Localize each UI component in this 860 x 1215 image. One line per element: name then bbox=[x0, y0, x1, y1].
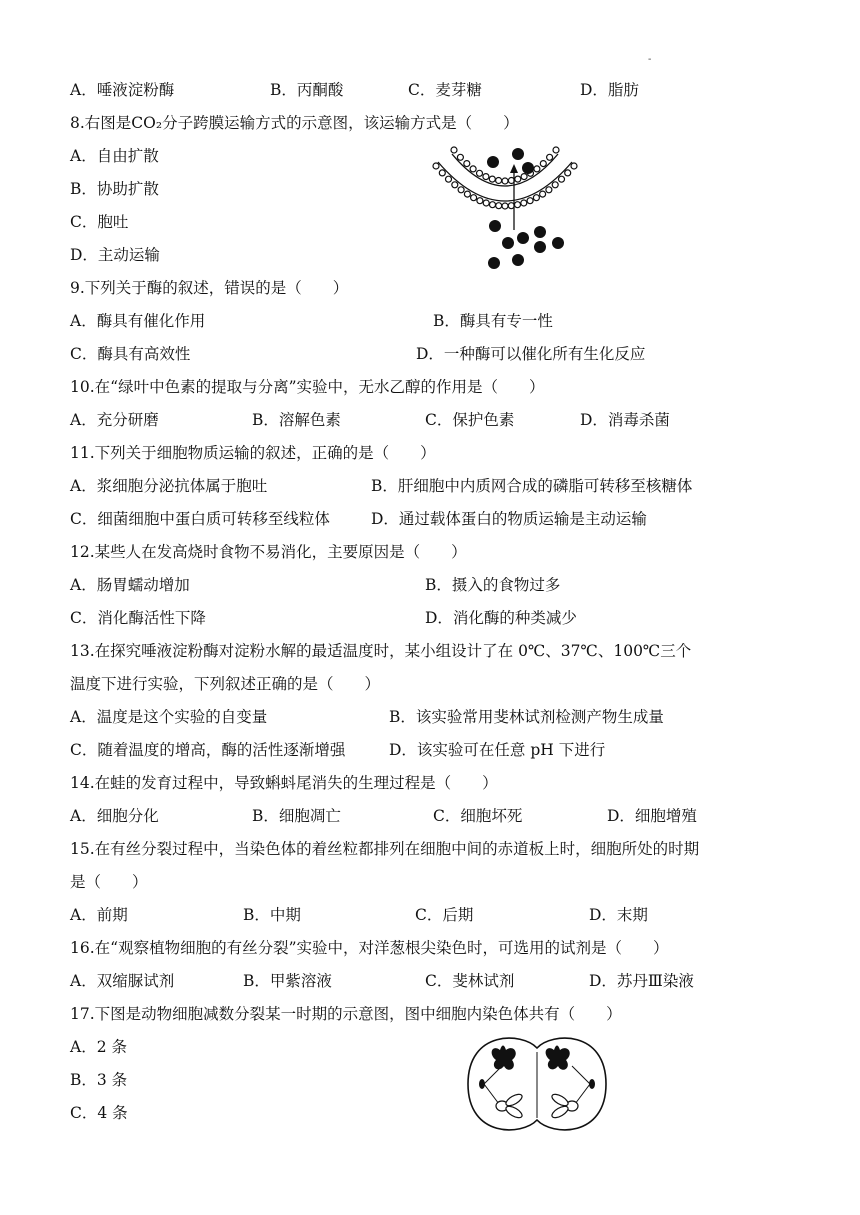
membrane-transport-diagram bbox=[430, 140, 580, 275]
phospholipid-head bbox=[457, 154, 463, 160]
phospholipid-head bbox=[477, 170, 483, 176]
q10-option-b[interactable]: B．溶解色素 bbox=[252, 411, 341, 429]
q17-option-c[interactable]: C．4 条 bbox=[70, 1104, 128, 1122]
q12-option-a[interactable]: A．肠胃蠕动增加 bbox=[70, 576, 190, 594]
q10-stem: 10.在“绿叶中色素的提取与分离”实验中，无水乙醇的作用是（ ） bbox=[70, 378, 545, 396]
q13-stem-line2: 温度下进行实验，下列叙述正确的是（ ） bbox=[70, 675, 381, 693]
corner-mark: - bbox=[648, 54, 652, 65]
phospholipid-head bbox=[502, 178, 508, 184]
phospholipid-head bbox=[470, 166, 476, 172]
phospholipid-head bbox=[477, 198, 483, 204]
phospholipid-head bbox=[451, 147, 457, 153]
q11-option-a[interactable]: A．浆细胞分泌抗体属于胞吐 bbox=[70, 477, 268, 495]
q12-option-c[interactable]: C．消化酶活性下降 bbox=[70, 609, 206, 627]
q17-stem: 17.下图是动物细胞减数分裂某一时期的示意图，图中细胞内染色体共有（ ） bbox=[70, 1005, 622, 1023]
q13-option-a[interactable]: A．温度是这个实验的自变量 bbox=[70, 708, 268, 726]
q13-option-b[interactable]: B．该实验常用斐林试剂检测产物生成量 bbox=[389, 708, 664, 726]
q9-option-a[interactable]: A．酶具有催化作用 bbox=[70, 312, 206, 330]
phospholipid-head bbox=[464, 161, 470, 167]
q10-option-d[interactable]: D．消毒杀菌 bbox=[580, 411, 670, 429]
phospholipid-head bbox=[496, 203, 502, 209]
phospholipid-head bbox=[439, 170, 445, 176]
q16-option-c[interactable]: C．斐林试剂 bbox=[425, 972, 515, 990]
q15-option-a[interactable]: A．前期 bbox=[70, 906, 128, 924]
q8-option-c[interactable]: C．胞吐 bbox=[70, 213, 129, 231]
q8-option-b[interactable]: B．协助扩散 bbox=[70, 180, 159, 198]
phospholipid-head bbox=[483, 174, 489, 180]
q9-option-c[interactable]: C．酶具有高效性 bbox=[70, 345, 191, 363]
phospholipid-head bbox=[540, 161, 546, 167]
q14-option-a[interactable]: A．细胞分化 bbox=[70, 807, 159, 825]
q11-option-b[interactable]: B．肝细胞中内质网合成的磷脂可转移至核糖体 bbox=[371, 477, 693, 495]
q12-stem: 12.某些人在发高烧时食物不易消化，主要原因是（ ） bbox=[70, 543, 467, 561]
q11-stem: 11.下列关于细胞物质运输的叙述，正确的是（ ） bbox=[70, 444, 436, 462]
q16-stem: 16.在“观察植物细胞的有丝分裂”实验中，对洋葱根尖染色时，可选用的试剂是（ ） bbox=[70, 939, 669, 957]
phospholipid-head bbox=[515, 176, 521, 182]
q10-option-c[interactable]: C．保护色素 bbox=[425, 411, 515, 429]
q14-option-b[interactable]: B．细胞凋亡 bbox=[252, 807, 341, 825]
q7-option-b[interactable]: B．丙酮酸 bbox=[270, 81, 344, 99]
q13-stem-line1: 13.在探究唾液淀粉酶对淀粉水解的最适温度时，某小组设计了在 0℃、37℃、100℃三个 bbox=[70, 642, 692, 660]
phospholipid-head bbox=[496, 178, 502, 184]
q12-option-d[interactable]: D．消化酶的种类减少 bbox=[425, 609, 577, 627]
q8-option-d[interactable]: D．主动运输 bbox=[70, 246, 160, 264]
q13-option-c[interactable]: C．随着温度的增高，酶的活性逐渐增强 bbox=[70, 741, 346, 759]
q8-option-a[interactable]: A．自由扩散 bbox=[70, 147, 159, 165]
q14-option-d[interactable]: D．细胞增殖 bbox=[607, 807, 697, 825]
q13-option-d[interactable]: D．该实验可在任意 pH 下进行 bbox=[389, 741, 606, 759]
q15-stem-line1: 15.在有丝分裂过程中，当染色体的着丝粒都排列在细胞中间的赤道板上时，细胞所处的时期 bbox=[70, 840, 700, 858]
q12-option-b[interactable]: B．摄入的食物过多 bbox=[425, 576, 561, 594]
phospholipid-head bbox=[502, 203, 508, 209]
q9-stem: 9.下列关于酶的叙述，错误的是（ ） bbox=[70, 279, 349, 297]
phospholipid-head bbox=[490, 202, 496, 208]
q8-stem: 8.右图是CO₂分子跨膜运输方式的示意图，该运输方式是（ ） bbox=[70, 114, 519, 132]
q14-option-c[interactable]: C．细胞坏死 bbox=[433, 807, 523, 825]
phospholipid-head bbox=[552, 182, 558, 188]
phospholipid-head bbox=[565, 170, 571, 176]
phospholipid-head bbox=[483, 200, 489, 206]
q10-option-a[interactable]: A．充分研磨 bbox=[70, 411, 159, 429]
q9-option-b[interactable]: B．酶具有专一性 bbox=[433, 312, 553, 330]
q11-option-d[interactable]: D．通过载体蛋白的物质运输是主动运输 bbox=[371, 510, 647, 528]
phospholipid-head bbox=[471, 195, 477, 201]
q14-stem: 14.在蛙的发育过程中，导致蝌蚪尾消失的生理过程是（ ） bbox=[70, 774, 498, 792]
q7-option-d[interactable]: D．脂肪 bbox=[580, 81, 639, 99]
q17-option-b[interactable]: B．3 条 bbox=[70, 1071, 128, 1089]
phospholipid-head bbox=[540, 191, 546, 197]
phospholipid-head bbox=[571, 163, 577, 169]
q16-option-d[interactable]: D．苏丹Ⅲ染液 bbox=[589, 972, 694, 990]
phospholipid-head bbox=[553, 147, 559, 153]
q15-option-c[interactable]: C．后期 bbox=[415, 906, 474, 924]
meiosis-cell-diagram bbox=[462, 1030, 612, 1140]
phospholipid-head bbox=[547, 154, 553, 160]
phospholipid-head bbox=[559, 176, 565, 182]
phospholipid-head bbox=[489, 176, 495, 182]
phospholipid-head bbox=[533, 195, 539, 201]
phospholipid-head bbox=[534, 166, 540, 172]
phospholipid-head bbox=[521, 200, 527, 206]
phospholipid-head bbox=[521, 174, 527, 180]
q17-option-a[interactable]: A．2 条 bbox=[70, 1038, 127, 1056]
phospholipid-head bbox=[464, 191, 470, 197]
q15-option-d[interactable]: D．末期 bbox=[589, 906, 648, 924]
q11-option-c[interactable]: C．细菌细胞中蛋白质可转移至线粒体 bbox=[70, 510, 330, 528]
q7-option-a[interactable]: A．唾液淀粉酶 bbox=[70, 81, 175, 99]
q15-stem-line2: 是（ ） bbox=[70, 873, 148, 891]
phospholipid-head bbox=[433, 163, 439, 169]
q9-option-d[interactable]: D．一种酶可以催化所有生化反应 bbox=[416, 345, 646, 363]
q16-option-a[interactable]: A．双缩脲试剂 bbox=[70, 972, 175, 990]
phospholipid-head bbox=[446, 176, 452, 182]
phospholipid-head bbox=[458, 187, 464, 193]
phospholipid-head bbox=[452, 182, 458, 188]
phospholipid-head bbox=[527, 198, 533, 204]
phospholipid-head bbox=[546, 187, 552, 193]
q15-option-b[interactable]: B．中期 bbox=[243, 906, 301, 924]
q16-option-b[interactable]: B．甲紫溶液 bbox=[243, 972, 332, 990]
q7-option-c[interactable]: C．麦芽糖 bbox=[408, 81, 482, 99]
phospholipid-head bbox=[515, 202, 521, 208]
